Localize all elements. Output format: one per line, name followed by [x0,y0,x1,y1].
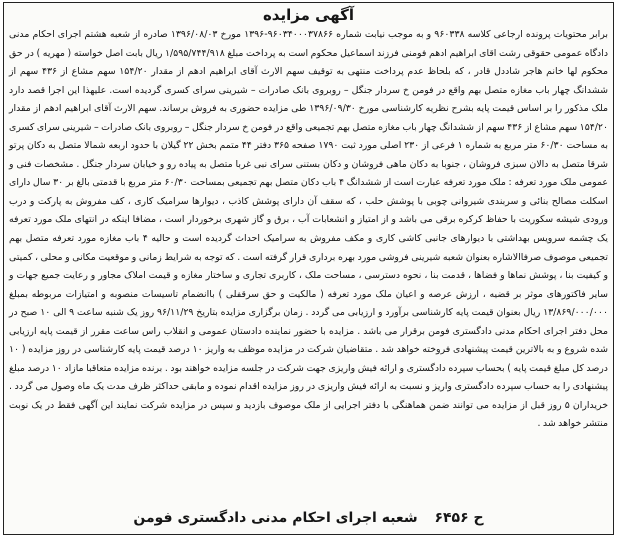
notice-title: آگهی مزایده [262,6,355,24]
footer-organization: شعبه اجرای احکام مدنی دادگستری فومن [133,510,418,526]
auction-notice [3,2,614,535]
footer-code: ح ۶۴۵۶ [434,510,484,526]
notice-body: برابر محتویات پرونده ارجاعی کلاسه ۹۶۰۳۳۸ و به موجب نیابت شماره ۹۶۰۳۴۰۰۰۳۷۸۶۶-۱۳۹۶ مورخ ۱۳۹۶/۰۸/۰۳ صادره از شعبه هشتم اجرای احکام مدنی دادگاه عمومی حقوقی رشت اقای ابراهیم ادهم فومنی فرزند اسماعیل محکوم است به پرداخت مبلغ ۱/۵۹۵/۷۴۴/۹۱۸ ریال بابت اصل خواسته ( مهریه ) در حق محکوم لها خانم هاجر شاددل قادر ، که بلحاظ عدم پرداخت منتهی به توقیف سهم الارث آقای ابراهیم ادهم از مقدار ۱۵۴/۲۰ سهم مشاع از ۴۳۶ سهم از ششدانگ چهار باب مغازه متصل بهم واقع در فومن خ سردار جنگل – روبروی بانک صادرات – شیرینی سرای کسری گردیده است. علیهذا این اجرا قصد دارد ملک مذکور را بر اساس قیمت پایه بشرح نظریه کارشناسی مورخ ۱۳۹۶/۰۹/۳۰ طی مزایده حضوری به فروش برساند. سهم الارث آقای ابراهیم ادهم از مقدار ۱۵۴/۲۰ سهم مشاع از ۴۳۶ سهم از ششدانگ چهار باب مغازه متصل بهم تجمیعی واقع در فومن خ سردار جنگل – روبروی بانک صادرات – شیرینی سرای کسری به مساحت ۶۰/۳۰ متر مربع به شماره ۱ فرعی از ۲۳۰ اصلی مورد ثبت ۱۷۹۰ صفحه ۳۶۵ دفتر ۴۴ متمم بخش ۲۲ گیلان با حدود اربعه شمالا متصل به دکان پرتو شرقا متصل به دالان سبزی فروشان ، جنوبا به دکان ماهی فروشان و دکان بستنی سرای نبی غربا متصل به پیاده رو و خیابان سردار جنگل . مشخصات فنی و عمومی ملک مورد تعرفه : ملک مورد تعرفه عبارت است از ششدانگ ۴ باب دکان متصل بهم تجمیعی بمساحت ۶۰/۳۰ متر مربع با قدمتی بالغ بر ۳۰ سال دارای اسکلت مصالح بنائی و سربندی شیروانی چوبی با پوشش حلب ، که سقف آن دارای پوشش کاذب ، دیوارها سرامیک کاری ، کف مفروش به پارکت و درب ورودی شیشه سکوریت با حفاظ کرکره برقی می باشد و از امتیاز و انشعابات آب ، برق و گاز شهری برخوردار است ، مضافا اینکه در انتهای ملک مورد تعرفه یک چشمه سرویس بهداشتی با دیوارهای جانبی کاشی کاری و مکف مفروش به سرامیک احداث گردیده است و حالیه ۴ باب مغازه مورد تعرفه متصل بهم تجمیعی موصوف صرفاالاشاره بعنوان شعبه شیرینی فروشی مورد بهره برداری قرار گرفته است . که توجه به شرایط زمانی و موقعیت مکانی و محلی ، کمیتی و کیفیت بنا ، پوشش نماها و فضاها ، قدمت بنا ، نحوه دسترسی ، مساحت ملک ، کاربری تجاری و ساختار مغازه و قیمت املاک مجاور و رعایت جمیع جهات و سایر فاکتورهای موثر بر قضیه ، ارزش عرصه و اعیان ملک مورد تعرفه ( مالکیت و حق سرقفلی ) باانضمام تاسیسات منصوبه و امتیازات مربوطه بمبلغ ۱۳/۸۶۹/۰۰۰/۰۰۰ ریال بعنوان قیمت پایه کارشناسی برآورد و ارزیابی می گردد . زمان برگزاری مزایده بتاریخ ۹۶/۱۱/۲۹ روز یک شنبه ساعت ۹ الی ۱۰ صبح در محل دفتر اجرای احکام مدنی دادگستری فومن برقرار می باشد . مزایده با حضور نماینده دادستان عمومی و انقلاب راس ساعت مقرر از قیمت پایه ارزیابی شده شروع و به بالاترین قیمت پیشنهادی فروخته خواهد شد . متقاضیان شرکت در مزایده موظف به واریز ۱۰ درصد قیمت پایه کارشناسی در روز مزایده ( ۱۰ درصد کل مبلغ قیمت پایه ) بحساب سپرده دادگستری و ارائه فیش واریزی جهت شرکت در جلسه مزایده خواهند بود . برنده مزایده متعاقبا مازاد ۱۰ درصد مبلغ پیشنهادی را به حساب سپرده دادگستری واریز و نسبت به ارائه فیش واریزی در روز مزایده اقدام نموده و مابقی حداکثر ظرف مدت یک ماه وصول می گردد . خریداران ۵ روز قبل از مزایده می توانند ضمن هماهنگی با دفتر اجرایی از ملک موصوف بازدید و سپس در مزایده شرکت نمایند این آگهی فقط در یک نوبت منتشر خواهد شد . [9,29,609,430]
notice-footer [4,508,613,528]
